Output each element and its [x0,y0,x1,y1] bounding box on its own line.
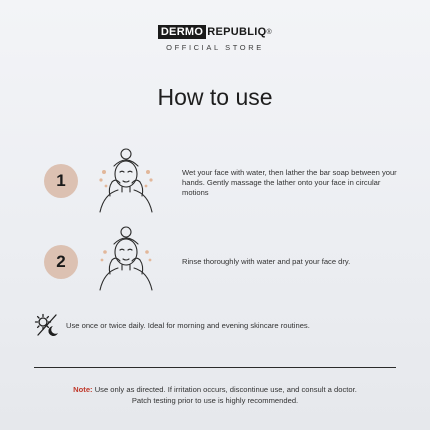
note-text-1: Use only as directed. If irritation occurs, discontinue use, and consult a doctor. [92,385,357,394]
divider [34,367,396,368]
usage-tip-text: Use once or twice daily. Ideal for morning and evening skincare routines. [66,320,310,330]
step-1-badge: 1 [44,164,78,198]
page-title: How to use [157,84,273,110]
brand-name-dark: DERMO [158,25,206,39]
brand-logo [0,22,430,52]
face-wash-illustration-icon [94,146,158,214]
step-2-text: Rinse thoroughly with water and pat your face dry. [182,257,351,266]
note-line-1 [10,384,420,395]
disclaimer-note [10,384,420,406]
face-rinse-illustration-icon [94,224,158,292]
brand-tagline: OFFICIAL STORE [166,43,264,52]
step-1-text: Wet your face with water, then lather the bar soap between your hands. Gently massage the lather onto your face in circular motions [182,168,397,197]
step-2-badge: 2 [44,245,78,279]
brand-name-light: REPUBLIQ [207,26,267,38]
note-label: Note: [73,385,93,394]
registered-mark: ® [266,28,273,36]
sun-moon-icon [34,313,60,337]
note-line-2: Patch testing prior to use is highly recommended. [131,396,299,405]
brand-name [158,25,272,39]
usage-tip [34,313,310,337]
